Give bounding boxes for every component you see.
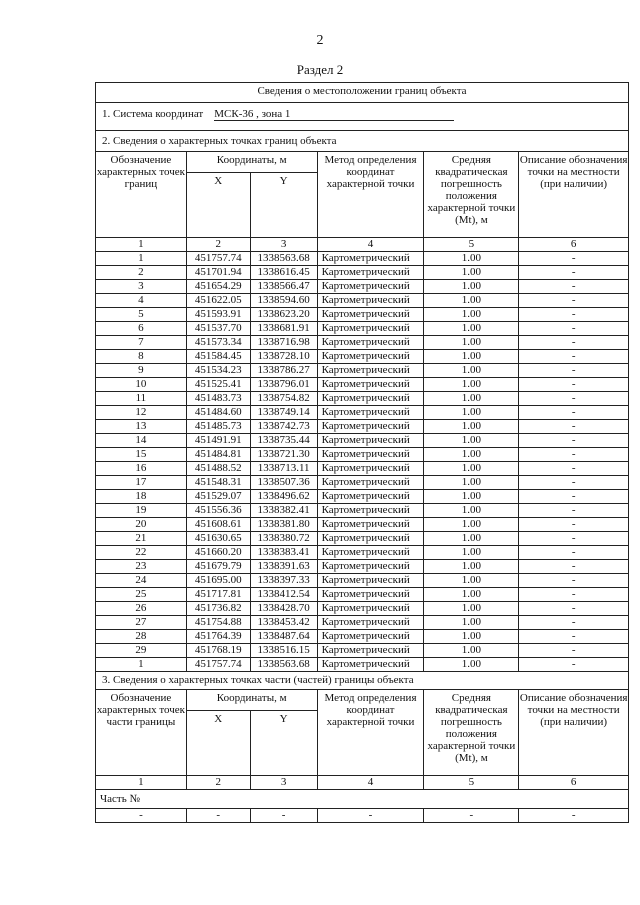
point-y: 1338383.41 — [250, 546, 317, 560]
part-header-description: Описание обозначения точки на местности (при наличии) — [519, 690, 629, 776]
point-method: Картометрический — [317, 560, 424, 574]
point-x: 451622.05 — [186, 294, 250, 308]
point-x: 451488.52 — [186, 462, 250, 476]
coordinate-system-value: МСК-36 , зона 1 — [214, 108, 454, 121]
point-accuracy: 1.00 — [424, 266, 519, 280]
point-description: - — [519, 322, 629, 336]
point-id: 1 — [96, 658, 187, 672]
table-row — [96, 336, 629, 350]
boundary-table — [95, 82, 629, 823]
table-row — [96, 630, 629, 644]
point-description: - — [519, 630, 629, 644]
point-id: 8 — [96, 350, 187, 364]
point-accuracy: 1.00 — [424, 616, 519, 630]
header-point-designation: Обозначение характерных точек границ — [96, 152, 187, 238]
point-x: 451608.61 — [186, 518, 250, 532]
point-accuracy: 1.00 — [424, 350, 519, 364]
point-x: 451556.36 — [186, 504, 250, 518]
table-row — [96, 252, 629, 266]
point-x: 451573.34 — [186, 336, 250, 350]
header-x: X — [186, 173, 250, 238]
point-x: 451584.45 — [186, 350, 250, 364]
point-id: 20 — [96, 518, 187, 532]
header-accuracy: Средняя квадратическая погрешность положения характерной точки (Mt), м — [424, 152, 519, 238]
point-accuracy: 1.00 — [424, 532, 519, 546]
point-accuracy: 1.00 — [424, 252, 519, 266]
page-number: 2 — [316, 33, 324, 48]
point-accuracy: 1.00 — [424, 490, 519, 504]
point-x: 451484.60 — [186, 406, 250, 420]
point-x: 451695.00 — [186, 574, 250, 588]
point-x: 451593.91 — [186, 308, 250, 322]
point-method: Картометрический — [317, 406, 424, 420]
point-id: 18 — [96, 490, 187, 504]
point-x: 451701.94 — [186, 266, 250, 280]
point-method: Картометрический — [317, 308, 424, 322]
point-accuracy: 1.00 — [424, 392, 519, 406]
point-method: Картометрический — [317, 420, 424, 434]
table-row — [96, 294, 629, 308]
point-method: Картометрический — [317, 546, 424, 560]
table-row — [96, 392, 629, 406]
table-row — [96, 560, 629, 574]
point-x: 451768.19 — [186, 644, 250, 658]
table-title: Сведения о местоположении границ объекта — [96, 83, 629, 103]
point-id: 10 — [96, 378, 187, 392]
point-x: 451757.74 — [186, 658, 250, 672]
point-y: 1338786.27 — [250, 364, 317, 378]
point-y: 1338496.62 — [250, 490, 317, 504]
point-description: - — [519, 308, 629, 322]
point-y: 1338507.36 — [250, 476, 317, 490]
point-description: - — [519, 546, 629, 560]
point-description: - — [519, 406, 629, 420]
coordinate-system-label: 1. Система координат — [102, 108, 204, 120]
point-y: 1338716.98 — [250, 336, 317, 350]
column-number-row: 1 2 3 4 5 6 — [96, 238, 629, 252]
point-method: Картометрический — [317, 588, 424, 602]
point-method: Картометрический — [317, 504, 424, 518]
point-x: 451484.81 — [186, 448, 250, 462]
point-y: 1338721.30 — [250, 448, 317, 462]
point-x: 451654.29 — [186, 280, 250, 294]
point-x: 451534.23 — [186, 364, 250, 378]
point-y: 1338563.68 — [250, 658, 317, 672]
coordinate-system-row — [96, 103, 629, 131]
point-y: 1338391.63 — [250, 560, 317, 574]
point-id: 22 — [96, 546, 187, 560]
point-y: 1338623.20 — [250, 308, 317, 322]
point-id: 29 — [96, 644, 187, 658]
point-description: - — [519, 420, 629, 434]
part-header-accuracy: Средняя квадратическая погрешность положения характерной точки (Mt), м — [424, 690, 519, 776]
point-description: - — [519, 462, 629, 476]
point-accuracy: 1.00 — [424, 406, 519, 420]
point-y: 1338754.82 — [250, 392, 317, 406]
point-y: 1338453.42 — [250, 616, 317, 630]
table-row — [96, 616, 629, 630]
point-x: 451717.81 — [186, 588, 250, 602]
table-row — [96, 364, 629, 378]
table-row — [96, 322, 629, 336]
part-header-point-designation: Обозначение характерных точек части границы — [96, 690, 187, 776]
point-accuracy: 1.00 — [424, 518, 519, 532]
point-id: 28 — [96, 630, 187, 644]
point-y: 1338796.01 — [250, 378, 317, 392]
point-method: Картометрический — [317, 574, 424, 588]
table-row — [96, 504, 629, 518]
point-id: 6 — [96, 322, 187, 336]
point-x: 451537.70 — [186, 322, 250, 336]
table-row — [96, 588, 629, 602]
point-accuracy: 1.00 — [424, 504, 519, 518]
point-description: - — [519, 392, 629, 406]
part-column-number-row: 1 2 3 4 5 6 — [96, 776, 629, 790]
point-id: 15 — [96, 448, 187, 462]
point-description: - — [519, 378, 629, 392]
point-accuracy: 1.00 — [424, 322, 519, 336]
point-method: Картометрический — [317, 644, 424, 658]
part-points-section-title: 3. Сведения о характерных точках части (частей) границы объекта — [96, 672, 629, 690]
point-id: 5 — [96, 308, 187, 322]
point-id: 19 — [96, 504, 187, 518]
point-description: - — [519, 588, 629, 602]
point-id: 4 — [96, 294, 187, 308]
point-y: 1338428.70 — [250, 602, 317, 616]
table-row — [96, 350, 629, 364]
point-accuracy: 1.00 — [424, 448, 519, 462]
table-row — [96, 532, 629, 546]
point-accuracy: 1.00 — [424, 434, 519, 448]
point-y: 1338681.91 — [250, 322, 317, 336]
point-x: 451630.65 — [186, 532, 250, 546]
table-row — [96, 308, 629, 322]
part-header-y: Y — [250, 711, 317, 776]
table-row — [96, 658, 629, 672]
table-row — [96, 448, 629, 462]
point-description: - — [519, 602, 629, 616]
point-id: 23 — [96, 560, 187, 574]
point-y: 1338563.68 — [250, 252, 317, 266]
point-y: 1338616.45 — [250, 266, 317, 280]
section-title: Раздел 2 — [296, 62, 344, 77]
header-y: Y — [250, 173, 317, 238]
point-x: 451660.20 — [186, 546, 250, 560]
point-id: 25 — [96, 588, 187, 602]
points-section-title: 2. Сведения о характерных точках границ объекта — [96, 131, 629, 152]
point-method: Картометрический — [317, 602, 424, 616]
point-accuracy: 1.00 — [424, 364, 519, 378]
point-description: - — [519, 294, 629, 308]
table-row — [96, 476, 629, 490]
point-x: 451483.73 — [186, 392, 250, 406]
point-accuracy: 1.00 — [424, 560, 519, 574]
point-method: Картометрический — [317, 392, 424, 406]
header-coordinates: Координаты, м — [186, 152, 317, 173]
point-description: - — [519, 280, 629, 294]
table-row — [96, 434, 629, 448]
point-description: - — [519, 574, 629, 588]
point-method: Картометрический — [317, 378, 424, 392]
point-y: 1338382.41 — [250, 504, 317, 518]
point-id: 1 — [96, 252, 187, 266]
part-number-label: Часть № — [96, 790, 629, 809]
point-id: 7 — [96, 336, 187, 350]
point-id: 26 — [96, 602, 187, 616]
point-x: 451491.91 — [186, 434, 250, 448]
point-accuracy: 1.00 — [424, 574, 519, 588]
point-method: Картометрический — [317, 462, 424, 476]
point-accuracy: 1.00 — [424, 476, 519, 490]
point-description: - — [519, 644, 629, 658]
point-id: 12 — [96, 406, 187, 420]
point-id: 9 — [96, 364, 187, 378]
point-x: 451485.73 — [186, 420, 250, 434]
point-method: Картометрический — [317, 364, 424, 378]
point-y: 1338728.10 — [250, 350, 317, 364]
point-id: 3 — [96, 280, 187, 294]
point-description: - — [519, 504, 629, 518]
point-y: 1338380.72 — [250, 532, 317, 546]
point-method: Картометрический — [317, 490, 424, 504]
point-accuracy: 1.00 — [424, 280, 519, 294]
point-description: - — [519, 476, 629, 490]
point-accuracy: 1.00 — [424, 630, 519, 644]
table-row — [96, 490, 629, 504]
point-accuracy: 1.00 — [424, 294, 519, 308]
point-accuracy: 1.00 — [424, 658, 519, 672]
point-description: - — [519, 448, 629, 462]
point-accuracy: 1.00 — [424, 602, 519, 616]
part-header-x: X — [186, 711, 250, 776]
point-description: - — [519, 364, 629, 378]
table-row — [96, 574, 629, 588]
point-y: 1338412.54 — [250, 588, 317, 602]
table-row — [96, 420, 629, 434]
point-y: 1338487.64 — [250, 630, 317, 644]
point-id: 14 — [96, 434, 187, 448]
point-method: Картометрический — [317, 532, 424, 546]
table-row — [96, 378, 629, 392]
point-accuracy: 1.00 — [424, 546, 519, 560]
point-method: Картометрический — [317, 280, 424, 294]
point-accuracy: 1.00 — [424, 308, 519, 322]
point-x: 451757.74 — [186, 252, 250, 266]
point-y: 1338735.44 — [250, 434, 317, 448]
table-row — [96, 406, 629, 420]
point-y: 1338749.14 — [250, 406, 317, 420]
point-x: 451525.41 — [186, 378, 250, 392]
point-y: 1338594.60 — [250, 294, 317, 308]
point-x: 451764.39 — [186, 630, 250, 644]
point-accuracy: 1.00 — [424, 462, 519, 476]
point-method: Картометрический — [317, 476, 424, 490]
point-x: 451679.79 — [186, 560, 250, 574]
point-method: Картометрический — [317, 518, 424, 532]
point-description: - — [519, 518, 629, 532]
table-row — [96, 462, 629, 476]
point-description: - — [519, 616, 629, 630]
table-row — [96, 644, 629, 658]
point-method: Картометрический — [317, 350, 424, 364]
point-id: 2 — [96, 266, 187, 280]
point-accuracy: 1.00 — [424, 378, 519, 392]
part-header-method: Метод определения координат характерной точки — [317, 690, 424, 776]
point-accuracy: 1.00 — [424, 644, 519, 658]
point-y: 1338381.80 — [250, 518, 317, 532]
point-x: 451736.82 — [186, 602, 250, 616]
table-row — [96, 546, 629, 560]
point-method: Картометрический — [317, 434, 424, 448]
header-description: Описание обозначения точки на местности (при наличии) — [519, 152, 629, 238]
point-method: Картометрический — [317, 252, 424, 266]
point-accuracy: 1.00 — [424, 420, 519, 434]
point-description: - — [519, 490, 629, 504]
point-method: Картометрический — [317, 630, 424, 644]
point-description: - — [519, 560, 629, 574]
point-y: 1338713.11 — [250, 462, 317, 476]
table-row — [96, 602, 629, 616]
point-x: 451529.07 — [186, 490, 250, 504]
point-x: 451548.31 — [186, 476, 250, 490]
point-method: Картометрический — [317, 448, 424, 462]
point-id: 24 — [96, 574, 187, 588]
point-y: 1338516.15 — [250, 644, 317, 658]
point-y: 1338397.33 — [250, 574, 317, 588]
header-method: Метод определения координат характерной точки — [317, 152, 424, 238]
table-row — [96, 280, 629, 294]
point-id: 11 — [96, 392, 187, 406]
point-id: 27 — [96, 616, 187, 630]
point-method: Картометрический — [317, 322, 424, 336]
part-empty-row: - - - - - - — [96, 809, 629, 823]
point-method: Картометрический — [317, 294, 424, 308]
point-accuracy: 1.00 — [424, 336, 519, 350]
point-description: - — [519, 434, 629, 448]
table-row — [96, 266, 629, 280]
point-method: Картометрический — [317, 658, 424, 672]
point-accuracy: 1.00 — [424, 588, 519, 602]
point-description: - — [519, 532, 629, 546]
point-method: Картометрический — [317, 266, 424, 280]
point-description: - — [519, 658, 629, 672]
point-id: 17 — [96, 476, 187, 490]
point-method: Картометрический — [317, 336, 424, 350]
point-id: 16 — [96, 462, 187, 476]
part-header-coordinates: Координаты, м — [186, 690, 317, 711]
point-description: - — [519, 252, 629, 266]
point-x: 451754.88 — [186, 616, 250, 630]
point-y: 1338742.73 — [250, 420, 317, 434]
point-description: - — [519, 350, 629, 364]
point-description: - — [519, 266, 629, 280]
point-description: - — [519, 336, 629, 350]
point-id: 21 — [96, 532, 187, 546]
point-id: 13 — [96, 420, 187, 434]
table-row — [96, 518, 629, 532]
point-method: Картометрический — [317, 616, 424, 630]
point-y: 1338566.47 — [250, 280, 317, 294]
